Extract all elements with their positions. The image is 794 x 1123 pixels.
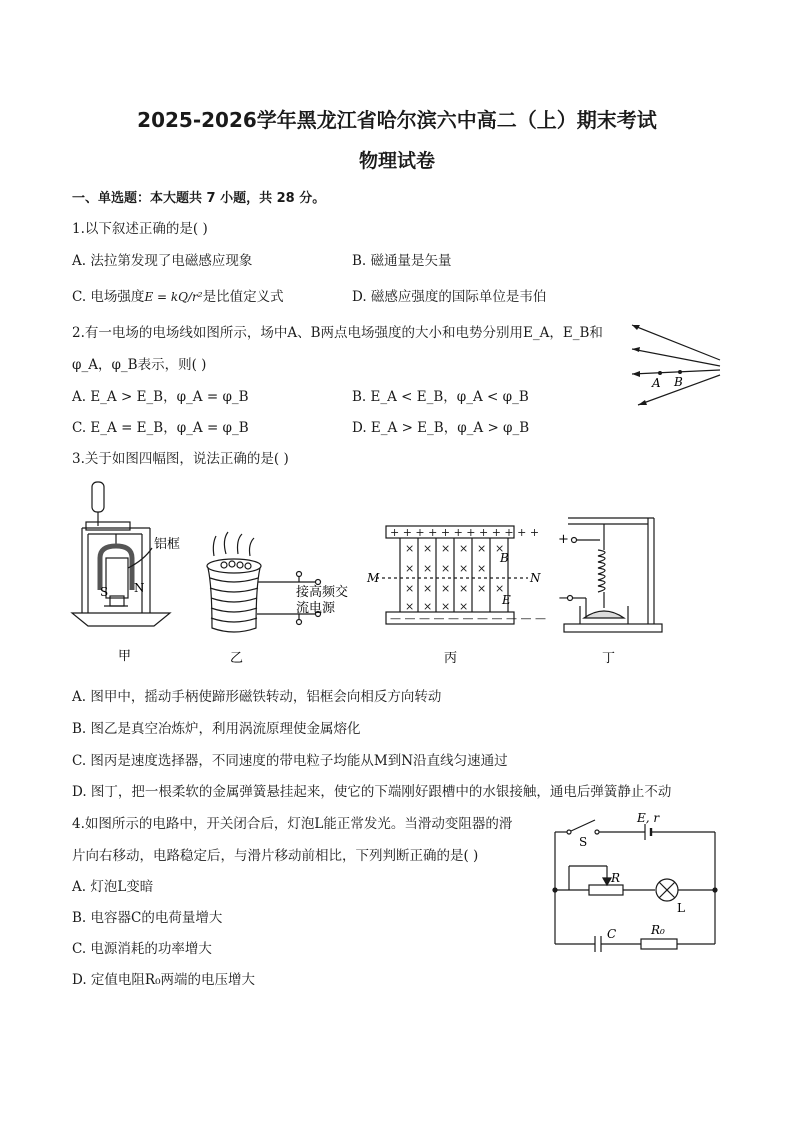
q4-circuit-figure [545, 808, 725, 958]
svg-text:×: × [405, 600, 415, 613]
svg-text:×: × [477, 562, 487, 575]
q1-option-b: B. 磁通量是矢量 [352, 253, 452, 269]
svg-text:×: × [441, 542, 451, 555]
svg-text:×: × [495, 582, 505, 595]
point-n-label: N [530, 571, 541, 585]
point-a-label: A [652, 376, 661, 390]
q3-option-b: B. 图乙是真空冶炼炉，利用涡流原理使金属熔化 [72, 721, 361, 737]
field-line [632, 325, 720, 360]
figure-ding [564, 518, 662, 632]
exam-subtitle: 物理试卷 [358, 150, 435, 172]
point-m-label: M [367, 571, 380, 585]
q1-option-c-prefix: C. 电场强度 [72, 289, 145, 305]
field-line [632, 349, 720, 366]
q4-stem-line2: 片向右移动，电路稳定后，与滑片移动前相比，下列判断正确的是( ) [72, 848, 479, 864]
section-heading: 一、单选题：本大题共 7 小题，共 28 分。 [72, 191, 326, 206]
q4-option-b: B. 电容器C的电荷量增大 [72, 910, 223, 926]
svg-text:×: × [423, 562, 433, 575]
figure-jia-label: 甲 [118, 649, 132, 664]
q3-four-figures [64, 478, 674, 668]
q3-stem: 3.关于如图四幅图，说法正确的是( ) [72, 451, 289, 467]
figure-ding-label: 丁 [602, 651, 616, 666]
high-freq-label-line2: 流电源 [296, 601, 336, 616]
q2-option-b: B. E_A < E_B，φ_A < φ_B [352, 389, 529, 405]
point-b-label: B [674, 375, 683, 389]
q3-option-a: A. 图甲中，摇动手柄使蹄形磁铁转动，铝框会向相反方向转动 [72, 689, 442, 705]
svg-text:×: × [405, 562, 415, 575]
rheostat-r-label: R [611, 871, 621, 885]
figure-yi [207, 532, 321, 632]
svg-text:×: × [423, 542, 433, 555]
q4-option-c: C. 电源消耗的功率增大 [72, 941, 212, 957]
svg-text:×: × [405, 582, 415, 595]
rheostat-r [589, 885, 623, 895]
svg-text:+ + + + + + + + + + + +: + + + + + + + + + + + + [390, 526, 540, 539]
q1-option-d: D. 磁感应强度的国际单位是韦伯 [352, 289, 547, 305]
capacitor-c-label: C [607, 927, 617, 941]
magnet-s-label: S [100, 585, 109, 599]
q1-option-c [72, 285, 284, 305]
svg-text:×: × [441, 600, 451, 613]
svg-text:×: × [459, 600, 469, 613]
q2-option-c: C. E_A = E_B，φ_A = φ_B [72, 420, 249, 436]
svg-text:×: × [459, 582, 469, 595]
field-line [632, 370, 720, 374]
svg-text:×: × [459, 562, 469, 575]
q2-stem-line1: 2.有一电场的电场线如图所示，场中A、B两点电场强度的大小和电势分别用E_A，E_B和 [72, 325, 603, 341]
magnet-n-label: N [134, 581, 145, 595]
svg-text:×: × [405, 542, 415, 555]
q4-option-a: A. 灯泡L变暗 [72, 879, 154, 895]
q2-option-a: A. E_A > E_B，φ_A = φ_B [72, 389, 249, 405]
high-freq-label-line1: 接高频交 [296, 585, 349, 600]
exam-title: 2025-2026学年黑龙江省哈尔滨六中高二（上）期末考试 [137, 108, 657, 132]
q1-option-a: A. 法拉第发现了电磁感应现象 [72, 253, 253, 269]
lamp-l-label: L [677, 901, 685, 915]
point-b-dot [678, 370, 682, 374]
aluminum-frame-label: 铝框 [154, 537, 181, 552]
svg-text:×: × [423, 600, 433, 613]
q4-stem-line1: 4.如图所示的电路中，开关闭合后，灯泡L能正常发光。当滑动变阻器的滑 [72, 816, 513, 832]
svg-text:×: × [441, 562, 451, 575]
svg-text:×: × [459, 542, 469, 555]
svg-text:×: × [423, 582, 433, 595]
q2-option-d: D. E_A > E_B，φ_A > φ_B [352, 420, 530, 436]
electric-field-figure [620, 318, 730, 413]
q3-option-d: D. 图丁，把一根柔软的金属弹簧悬挂起来，使它的下端刚好跟槽中的水银接触，通电后弹簧静止不动 [72, 784, 672, 800]
figure-jia [72, 482, 170, 626]
q2-stem-line2: φ_A，φ_B表示，则( ) [72, 357, 207, 373]
figure-yi-label: 乙 [230, 651, 244, 666]
point-a-dot [658, 371, 662, 375]
q1-option-c-formula: E = kQ/r² [144, 290, 203, 304]
svg-text:×: × [495, 542, 505, 555]
terminal-minus-label: − [558, 591, 569, 606]
q1-stem: 1.以下叙述正确的是( ) [72, 221, 208, 237]
resistor-r0 [641, 939, 677, 949]
battery-er-label: E, r [637, 811, 660, 825]
q1-option-c-suffix: 是比值定义式 [202, 289, 284, 305]
figure-bing-label: 丙 [444, 651, 458, 666]
field-e-label: E [502, 593, 511, 607]
switch-s-label: S [579, 835, 588, 849]
q4-option-d: D. 定值电阻R₀两端的电压增大 [72, 972, 256, 988]
svg-text:×: × [441, 582, 451, 595]
resistor-r0-label: R₀ [651, 923, 665, 937]
svg-text:×: × [477, 582, 487, 595]
svg-text:×: × [477, 542, 487, 555]
terminal-plus-label: + [558, 532, 569, 547]
q3-option-c: C. 图丙是速度选择器，不同速度的带电粒子均能从M到N沿直线匀速通过 [72, 753, 508, 769]
svg-text:— — — — — — — — — — —: — — — — — — — — — — — [390, 612, 546, 625]
switch-s [571, 820, 595, 831]
figure-bing [376, 526, 528, 624]
field-b-label: B [500, 551, 509, 565]
